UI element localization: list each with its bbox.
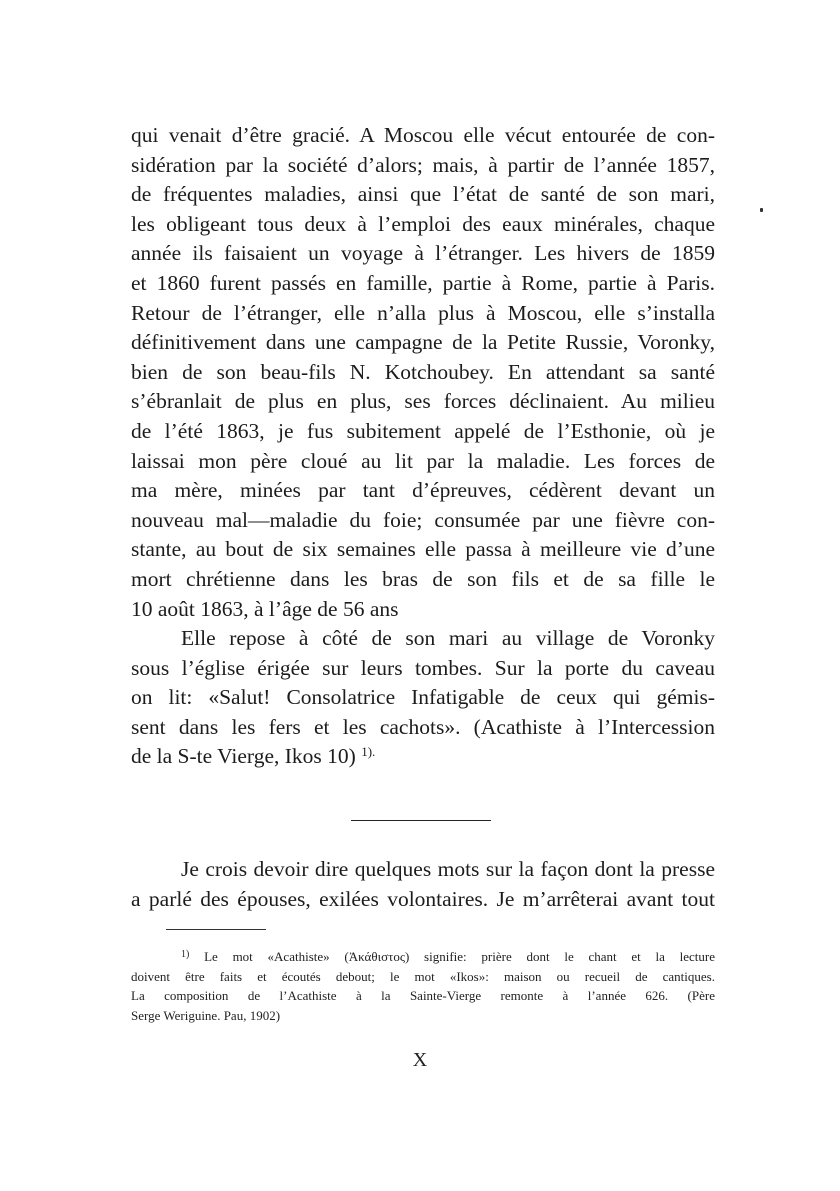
paragraph-first-line: Elle repose à côté de son mari au village de Voronky	[181, 626, 715, 651]
text-line: s’ébranlait de plus en plus, ses forces déclinaient. Au milieu	[131, 389, 715, 414]
text-line: les obligeant tous deux à l’emploi des eaux minérales, chaque	[131, 211, 715, 236]
text-line: nouveau mal—maladie du foie; consumée par une fièvre con-	[131, 507, 715, 532]
text-line: stante, au bout de six semaines elle passa à meilleure vie d’une	[131, 537, 715, 562]
text-line: sidération par la société d’alors; mais, à partir de l’année 1857,	[131, 152, 715, 177]
text-line: de fréquentes maladies, ainsi que l’état de santé de son mari,	[131, 182, 715, 207]
footnote-divider	[166, 929, 266, 930]
text-line: année ils faisaient un voyage à l’étranger. Les hivers de 1859	[131, 241, 715, 266]
text-line: Retour de l’étranger, elle n’alla plus à Moscou, elle s’installa	[131, 300, 715, 325]
text-line-with-footnote	[131, 742, 715, 772]
footnote-text: Le mot «Acathiste» (Ἀκάθιστος) signifie: prière dont le chant et la lecture	[204, 949, 715, 964]
footnote-line: doivent être faits et écoutés debout; le mot «Ikos»: maison ou recueil de cantiques.	[131, 968, 715, 984]
text-line: définitivement dans une campagne de la Petite Russie, Voronky,	[131, 330, 715, 355]
footnote-reference: 1).	[361, 744, 376, 760]
main-text-block	[131, 121, 715, 772]
text-line: de l’été 1863, je fus subitement appelé de l’Esthonie, où je	[131, 418, 715, 443]
text-line: laissai mon père cloué au lit par la maladie. Les forces de	[131, 448, 715, 473]
text-line: on lit: «Salut! Consolatrice Infatigable de ceux qui gémis-	[131, 685, 715, 710]
footnote-mark: 1)	[181, 949, 190, 960]
text-line: ma mère, minées par tant d’épreuves, cédèrent devant un	[131, 478, 715, 503]
footnote	[131, 945, 715, 1025]
page-number: X	[412, 1049, 428, 1071]
text-line: sous l’église érigée sur leurs tombes. Sur la porte du caveau	[131, 655, 715, 680]
footnote-line: La composition de l’Acathiste à la Sainte-Vierge remonte à l’année 626. (Père	[131, 988, 715, 1003]
footnote-line	[131, 945, 715, 967]
text-line: sent dans les fers et les cachots». (Acathiste à l’Intercession	[131, 714, 715, 739]
paragraph-first-line: Je crois devoir dire quelques mots sur la façon dont la presse	[181, 857, 715, 881]
text-line: bien de son beau-fils N. Kotchoubey. En attendant sa santé	[131, 359, 715, 384]
section-divider	[351, 820, 491, 821]
text-fragment: de la S-te Vierge, Ikos 10)	[131, 744, 356, 769]
print-speck	[760, 208, 763, 212]
second-text-block	[131, 855, 715, 914]
text-line: et 1860 furent passés en famille, partie à Rome, partie à Paris.	[131, 270, 715, 295]
text-line: mort chrétienne dans les bras de son fils et de sa fille le	[131, 566, 715, 591]
text-line: qui venait d’être gracié. A Moscou elle vécut entourée de con-	[131, 123, 715, 147]
text-line: 10 août 1863, à l’âge de 56 ans	[131, 596, 399, 621]
text-line: a parlé des épouses, exilées volontaires. Je m’arrêterai avant tout	[131, 886, 715, 911]
footnote-line: Serge Weriguine. Pau, 1902)	[131, 1007, 281, 1023]
